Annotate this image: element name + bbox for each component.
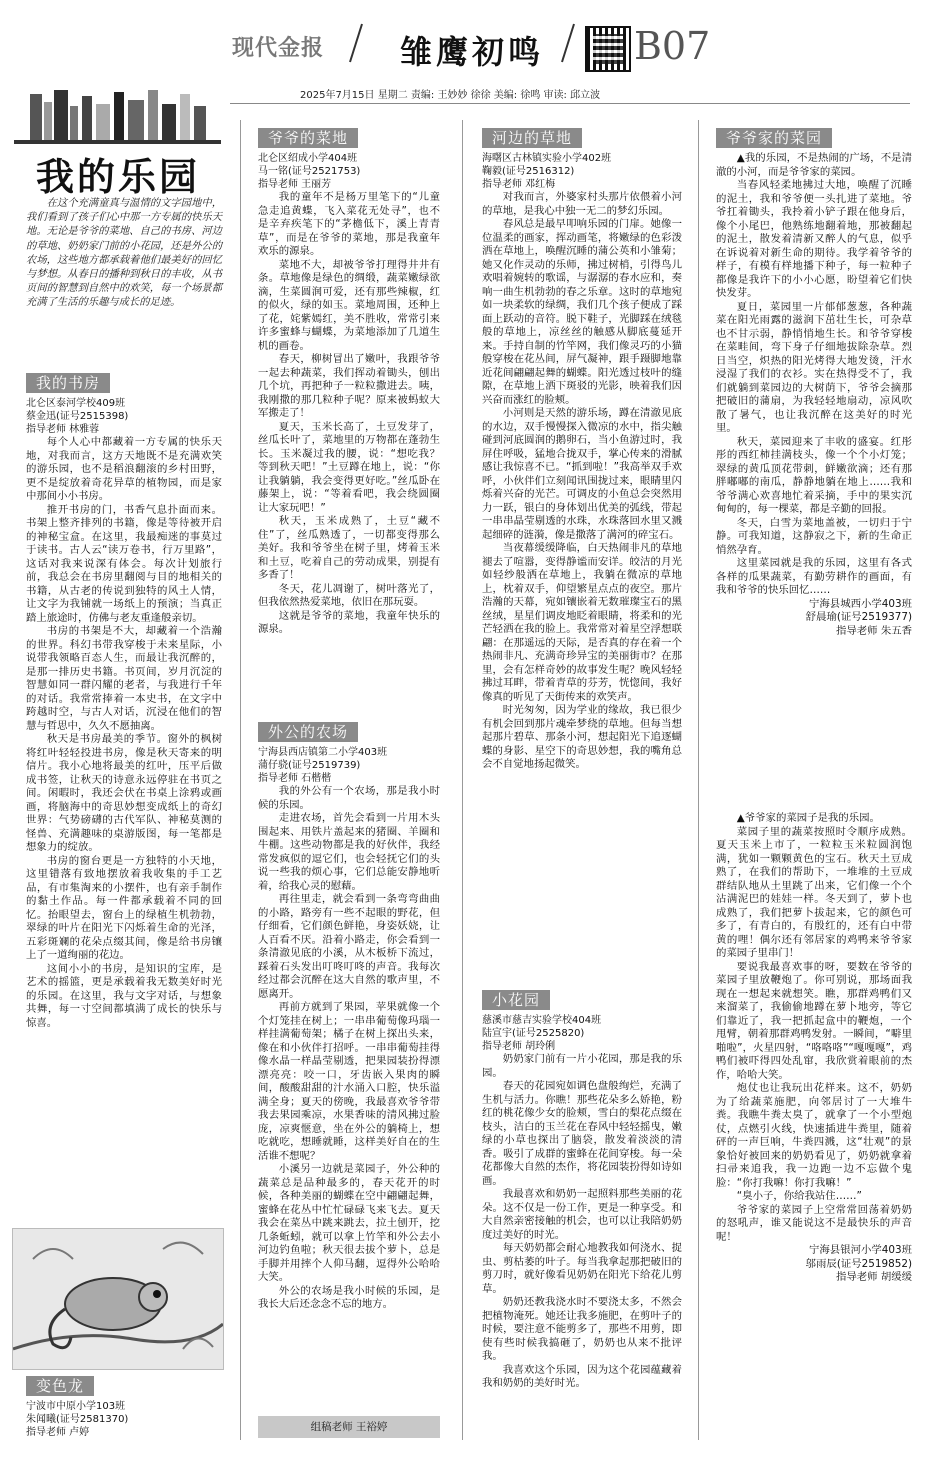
article-school: 宁海县银河小学403班 bbox=[809, 1244, 912, 1256]
article-teacher: 指导老师 石楷楷 bbox=[258, 773, 332, 784]
paragraph: 要说我最喜欢事的呀，要数在爷爷的菜园子里放鞭炮了。你可别说，那场面我现在一想起来就想笑。瞧，那群鸡鸭们又来溜菜了，我偷偷地蹲在萝卜地旁，等它们靠近了，我一把抓起盒中的鞭炮，一个甩臂，朝着那群鸡鸭发射。一瞬间，“噼里啪啦”，火星四射，“咯咯咯”“嘎嘎嘎”，鸡鸭们被吓得四处乱窜，我欣赏着眼前的杰作，哈哈大笑。 bbox=[716, 960, 912, 1081]
paragraph: 这里菜园就是我的乐园，这里有各式各样的瓜果蔬菜，有勤劳耕作的画面，有我和爷爷的快乐回忆…… bbox=[716, 557, 912, 596]
paragraph: 当春风轻柔地拂过大地，唤醒了沉睡的泥土，我和爷爷便一头扎进了菜地。爷爷扛着锄头，我拎着小铲子跟在他身后，像个小尾巴，他熟练地翻着地，那被翻起的泥土，散发着清新又醉人的气息，似乎在诉说着对新生命的期待。我学着爷爷的样子，有模有样地播下种子，每一粒种子都像是我许下的小小心愿，盼望着它们快快发芽。 bbox=[716, 179, 912, 299]
paragraph: 每天奶奶都会耐心地教我如何浇水、捉虫、剪枯萎的叶子。每当我拿起那把破旧的剪刀时，就好像看见奶奶在阳光下给花儿剪草。 bbox=[482, 1242, 682, 1295]
paragraph: 菜地不大，却被爷爷打理得井井有条。草地像是绿色的绸缎，蔬菜嫩绿欲滴，生菜圆润可爱，还有那些辣椒，红的似火，绿的如玉。菜地周围，还种上了花，姹紫嫣红，美不胜收，常常引来许多蜜蜂与蝴蝶，为菜地添加了几道生机的画卷。 bbox=[258, 258, 440, 352]
column-rule bbox=[240, 120, 241, 1440]
paragraph: 夏日，菜园里一片郁郁葱葱，各种蔬菜在阳光雨露的滋润下茁壮生长，可杂草也不甘示弱，静悄悄地生长。和爷爷穿梭在菜畦间，弯下身子仔细地拔除杂草。烈日当空，炽热的阳光烤得大地发烫，汗水浸湿了我们的衣衫。实在热得受不了，我们就躺到菜园边的大树荫下，爷爷会摘那把破旧的蒲扇，为我轻轻地扇动，凉风吹散了暑气，也让我沉醉在这美好的时光里。 bbox=[716, 300, 912, 434]
article-author: 陆宣宇(证号2525820) bbox=[482, 1028, 585, 1039]
editor-credit: 组稿老师 王裕婷 bbox=[258, 1416, 440, 1438]
divider-slash-icon bbox=[348, 22, 364, 64]
column-rule bbox=[462, 120, 463, 1440]
article-grandpa-farm bbox=[258, 722, 440, 1312]
paragraph: 秋天是书房最美的季节。窗外的枫树将红叶轻轻投进书房，像是秋天寄来的明信片。我小心地将最美的红叶，压平后做成书签，让秋天的诗意永远停驻在书页之间。闲暇时，我还会伏在书桌上涂鸦或画画，将脑海中的奇思妙想变成纸上的奇幻世界：气势磅礴的古代军队、神秘莫测的怪兽、充满趣味的桌游版图，每一笔都是想象力的绽放。 bbox=[26, 733, 222, 853]
article-my-study bbox=[26, 373, 222, 1030]
paragraph: 每个人心中都藏着一方专属的快乐天地，对我而言，这方天地既不是充满欢笑的游乐园，也不是稻浪翻滚的乡村田野，更不是绽放着奇花异草的植物园，而是家中那间小小书房。 bbox=[26, 436, 222, 502]
article-school: 海曙区古林镇实验小学402班 bbox=[482, 153, 612, 164]
divider-slash-icon bbox=[560, 22, 576, 64]
article-teacher: 指导老师 胡玲俐 bbox=[482, 1041, 556, 1052]
feature-title: 我的乐园 bbox=[36, 154, 201, 199]
paragraph: 外公的农场是我小时候的乐园，是我长大后还念念不忘的地方。 bbox=[258, 1284, 440, 1310]
paragraph: 冬天，白雪为菜地盖被，一切归于宁静。可我知道，这静寂之下，新的生命正悄然孕育。 bbox=[716, 516, 912, 556]
paper-name: 现代金报 bbox=[232, 36, 325, 61]
article-teacher: 指导老师 王丽芳 bbox=[258, 179, 332, 190]
paragraph: 奶奶还教我浇水时不要浇太多，不然会把植物淹死。她还让我多施肥，在剪叶子的时候，要注意不能剪多了，那些不用剪，即使有些时候我搞砸了，奶奶也从来不批评我。 bbox=[482, 1296, 682, 1362]
article-title: 爷爷家的菜园 bbox=[716, 128, 832, 148]
article-chameleon bbox=[26, 1376, 222, 1439]
date-line: 2025年7月15日 星期二 责编: 王妙妙 徐徐 美编: 徐鸣 审读: 邱立波 bbox=[300, 90, 601, 101]
paragraph: 书房的书架是不大，却藏着一个浩瀚的世界。科幻书带我穿梭于未来星际，小说带我领略百态人生，而最让我沉醉的，是那一排历史书籍。书页间，岁月沉淀的智慧如同一群闪耀的老者，与我进行千年的对话。我常常捧着一本史书，在文字中跨越时空，与古人对话，沉浸在他们的智慧与哲思中，久久不愿抽离。 bbox=[26, 625, 222, 732]
paragraph: 书房的窗台更是一方独特的小天地，这里错落有致地摆放着我收集的手工艺品，有市集淘来的小摆件，也有亲手制作的黏土作品。每一件都承载着不同的回忆。抬眼望去，窗台上的绿植生机勃勃，翠绿的叶片在阳光下闪烁着生命的光泽，五彩斑斓的花朵点缀其间，像是给书房镶上了一道绚丽的花边。 bbox=[26, 854, 222, 961]
article-author: 舒晨瑜(证号2519377) bbox=[805, 611, 912, 623]
article-grandpa-garden-2 bbox=[716, 812, 912, 1285]
paragraph: 菜园子里的蔬菜按照时令顺序成熟。夏天玉米上市了，一粒粒玉米粒圆润饱满，犹如一颗颗黄色的宝石。秋天土豆成熟了，在我们的帮助下，一堆堆的土豆成群结队地从土里跳了出来，它们像一个个沾满泥巴的娃娃一样。冬天到了，萝卜也成熟了，我们把萝卜拔起来，它的颜色可多了，有青白的，有殷红的，还有白中带黄的哩！偶尔还有邻居家的鸡鸭来爷爷家的菜园子里串门！ bbox=[716, 825, 912, 959]
article-title: 变色龙 bbox=[26, 1376, 94, 1396]
page-number: B07 bbox=[634, 24, 711, 68]
article-teacher: 指导老师 林雅蓉 bbox=[26, 424, 100, 435]
paragraph: ▲我的乐园，不是热闹的广场，不是清澈的小河，而是爷爷家的菜园。 bbox=[716, 152, 912, 178]
feature-intro: 在这个充满童真与温情的文字园地中，我们看到了孩子们心中那一方专属的快乐天地。无论是爷爷的菜地、自己的书房、河边的草地、奶奶家门前的小花园，还是外公的农场，这些地方都承载着他们最美好的回忆与梦想。从春日的播种到秋日的丰收，从书页间的智慧到自然中的欢笑，每一个场景都充满了生活的乐趣与成长的足迹。 bbox=[26, 197, 222, 309]
article-teacher: 指导老师 朱五香 bbox=[835, 624, 912, 637]
header-rule bbox=[230, 103, 910, 104]
paragraph: 走进农场，首先会看到一片用木头围起来、用铁片盖起来的猪圈、羊圈和牛棚。这些动物都是我的好伙伴，我经常发疯似的逗它们，也会轻抚它们的头说一些我的烦心事，它们总能安静地听着，给我心灵的慰藉。 bbox=[258, 812, 440, 892]
paragraph: 对我而言，外婆家村头那片依偎着小河的草地，是我心中独一无二的梦幻乐园。 bbox=[482, 191, 682, 217]
paragraph: 这就是爷爷的菜地，我童年快乐的源泉。 bbox=[258, 609, 440, 635]
article-school: 北仑区绍成小学404班 bbox=[258, 153, 358, 164]
paragraph: 夏天，玉米长高了，土豆发芽了，丝瓜长叶了，菜地里的万物都在蓬勃生长。玉米凝过我的腰，说：“想吃我？等到秋天吧！”土豆蹲在地上，说：“你让我躺躺，我会变得更好吃。”丝瓜卧在藤架上，说：“等着看吧，我会绕圆圈让大家玩吧！” bbox=[258, 420, 440, 514]
paragraph: 当夜幕缓缓降临，白天热闹非凡的草地褪去了喧嚣，变得静谧而安详。皎洁的月光如轻纱般洒在草地上，我躺在微凉的草地上，枕着双手，仰望繁星点点的夜空。那片浩瀚的天幕，宛如镶嵌着无数璀璨宝石的黑丝绒，星星们调皮地眨着眼睛，将柔和的光芒轻洒在我的脸上。我常常对着星空浮想联翩：在那遥远的天际，是否真的存在着一个热闹非凡、充满奇珍异宝的美丽街市？在那里，会有怎样奇妙的故事发生呢？晚风轻轻拂过耳畔，带着青草的芬芳，恍惚间，我好像真的听见了天街传来的欢笑声。 bbox=[482, 542, 682, 703]
paragraph: 炮仗也让我玩出花样来。这不，奶奶为了给蔬菜施肥，向邻居讨了一大堆牛粪。我瞧牛粪太臭了，就拿了一个小型炮仗，点燃引火线，快速插进牛粪里，随着砰的一声巨响，牛粪四溅，这“壮观”的景象恰好被回来的奶奶看见了，奶奶就拿着扫帚来追我，我一边跑一边不忘做个鬼脸：“你打我嘛！你打我嘛！” bbox=[716, 1082, 912, 1189]
article-title: 爷爷的菜地 bbox=[258, 128, 358, 148]
paragraph: 时光匆匆，因为学业的缘故，我已很少有机会回到那片魂牵梦绕的草地。但每当想起那片碧草、那条小河，想起阳光下追逐蝴蝶的身影、星空下的奇思妙想，我的嘴角总会不自觉地扬起微笑。 bbox=[482, 704, 682, 770]
article-author: 蔡金迅(证号2515398) bbox=[26, 411, 129, 422]
paragraph: 我最喜欢和奶奶一起照料那些美丽的花朵。这不仅是一份工作，更是一种享受。和大自然亲密接触的机会，也可以让我陪奶奶度过美好的时光。 bbox=[482, 1188, 682, 1241]
paragraph: 秋天，菜园迎来了丰收的盛宴。红彤彤的西红柿挂满枝头，像一个个小灯笼；翠绿的黄瓜顶花带刺，鲜嫩欲滴；还有那胖嘟嘟的南瓜，静静地躺在地上……我和爷爷满心欢喜地忙着采摘，手中的果实沉甸甸的，每一棵菜，都是辛勤的回报。 bbox=[716, 435, 912, 515]
article-author: 马一铭(证号2521753) bbox=[258, 166, 361, 177]
paragraph: 春天，柳树冒出了嫩叶，我跟爷爷一起去种蔬菜，我们挥动着锄头，刨出几个坑，再把种子一粒粒撒进去。咦，我刚撒的那几粒种子呢？原来被蚂蚁大军搬走了！ bbox=[258, 353, 440, 419]
article-school: 宁海县城西小学403班 bbox=[809, 597, 912, 610]
paragraph: 这间小小的书房，是知识的宝库，是艺术的摇篮，更是承载着我无数美好时光的乐园。在这里，我与文字对话，与想象共舞，每一寸空间都填满了成长的快乐与惊喜。 bbox=[26, 962, 222, 1029]
paragraph: 再往里走，就会看到一条弯弯曲曲的小路，路旁有一些不起眼的野花，但仔细看，它们颜色鲜艳，身姿妖娆，让人百看不厌。沿着小路走，你会看到一条清澈见底的小溪，从木板桥下流过，踩着石头发出叮咚叮咚的声音。我每次经过都会沉醉在这大自然的歌声里，不愿离开。 bbox=[258, 893, 440, 1000]
paragraph: 我的童年不是杨万里笔下的“儿童急走追黄蝶，飞入菜花无处寻”，也不是辛弃疾笔下的“茅檐低下，溪上青青草”，而是在爷爷的菜地，那是我童年欢乐的源泉。 bbox=[258, 191, 440, 257]
paragraph: 我喜欢这个乐园，因为这个花园蕴藏着我和奶奶的美好时光。 bbox=[482, 1363, 682, 1389]
column-rule bbox=[698, 120, 699, 1440]
article-author: 邬雨辰(证号2519852) bbox=[805, 1257, 912, 1270]
article-school: 宁波市中原小学103班 bbox=[26, 1401, 126, 1412]
article-title: 我的书房 bbox=[26, 373, 110, 393]
article-author: 朱闻曦(证号2581370) bbox=[26, 1414, 129, 1425]
article-school: 宁海县西店镇第二小学403班 bbox=[258, 747, 388, 758]
article-author: 蒲仔骁(证号2519739) bbox=[258, 760, 361, 771]
article-title: 外公的农场 bbox=[258, 722, 358, 742]
article-grandpa-garden-1 bbox=[716, 128, 912, 638]
paragraph: 春风总是最早叩响乐园的门扉。她像一位温柔的画家，挥动画笔，将嫩绿的色彩泼洒在草地上，唤醒沉睡的蒲公英和小雏菊；她又化作灵动的乐师，拂过树梢，引得鸟儿欢唱着婉转的歌谣，与潺潺的春水应和，奏响一曲生机勃勃的春之乐章。这时的草地宛如一块柔软的绿绸，我们几个孩子便成了踩面上跃动的音符。脱下鞋子，光脚踩在绒毯般的草地上，凉丝丝的触感从脚底蔓延开来。手持自制的竹竿网，我们像灵巧的小猫般穿梭在花丛间，屏气凝神，跟手蹑脚地靠近花间翩翩起舞的蝴蝶。阳光透过枝叶的缝隙，在草地上洒下斑驳的光影，映着我们因兴奋而涨红的脸颊。 bbox=[482, 218, 682, 406]
article-riverside-meadow bbox=[482, 128, 682, 772]
paragraph: 推开书房的门，书香气息扑面而来。书架上整齐排列的书籍，像是等待被开启的神秘宝盒。在这里，我最痴迷的事莫过于读书。古人云“读万卷书，行万里路”，这话对我来说深有体会。每次计划旅行前，我总会在书房里翻阅与目的地相关的书籍，从古老的传说到独特的风土人情，让文字为我铺就一场纸上的预演；当真正踏上旅途时，仿佛与老友重逢般亲切。 bbox=[26, 503, 222, 624]
article-school: 慈溪市慈吉实验学校404班 bbox=[482, 1015, 602, 1026]
article-little-garden bbox=[482, 990, 682, 1391]
paragraph: 春天的花园宛如调色盘般绚烂，充满了生机与活力。你瞧！那些花朵多么娇艳，粉红的桃花像少女的脸颊，雪白的梨花点缀在枝头，洁白的玉兰花在春风中轻轻摇曳，嫩绿的小草也探出了脑袋，散发着淡淡的清香。吸引了成群的蜜蜂在花间穿梭。每一朵花都像大自然的杰作，将花园装扮得如诗如画。 bbox=[482, 1080, 682, 1187]
article-teacher: 指导老师 卢婷 bbox=[26, 1427, 90, 1438]
paragraph: 我的外公有一个农场，那是我小时候的乐园。 bbox=[258, 785, 440, 811]
paragraph: 冬天，花儿凋谢了，树叶落光了，但我依然热爱菜地，依旧在那玩耍。 bbox=[258, 582, 440, 608]
article-school: 北仑区泰河学校409班 bbox=[26, 398, 126, 409]
paragraph: 小溪另一边就是菜园子，外公种的蔬菜总是品种最多的，春天花开的时候，各种美丽的蝴蝶在空中翩翩起舞，蜜蜂在花丛中忙忙碌碌飞来飞去。夏天我会在菜丛中跳来跳去，拉土刨开，挖几条蚯蚓，就可以拿上竹竿和外公去小河边钓鱼啦；秋天很去拔个萝卜，总是手脚并用摔个人仰马翻，逗得外公哈哈大笑。 bbox=[258, 1163, 440, 1283]
article-title: 小花园 bbox=[482, 990, 550, 1010]
paragraph: 奶奶家门前有一片小花园，那是我的乐园。 bbox=[482, 1053, 682, 1079]
paragraph: 爷爷家的菜园子上空常常回荡着奶奶的怒吼声，谁又能说这不是最快乐的声音呢！ bbox=[716, 1203, 912, 1243]
paragraph: 再前方就到了果园，苹果就像一个个灯笼挂在树上；一串串葡萄像玛瑙一样挂满葡萄架；橘子在树上探出头来，像在和小伙伴打招呼。一串串葡萄挂得像水晶一样晶莹剔透，把果园装扮得漂漂亮亮：咬一口，牙齿嵌入果肉的瞬间，酸酸甜甜的汁水涌入口腔，快乐溢满全身；夏天的傍晚，我最喜欢爷爷带我去果园乘凉，水果香味的清风拂过脸庞，凉爽惬意，坐在外公的躺椅上，想吃就吃，想睡就睡，这样美好自在的生活谁不想呢？ bbox=[258, 1001, 440, 1162]
article-author: 鞠毅(证号2516312) bbox=[482, 166, 575, 177]
paragraph: “臭小子，你给我站住……” bbox=[736, 1190, 862, 1202]
paragraph: 小河则是天然的游乐场，蹲在清澈见底的水边，双手慢慢探入微凉的水中，指尖触碰到河底圆润的鹅卵石，当小鱼游过时，我屏住呼吸，猛地合拢双手，掌心传来的滑腻感让我惊喜不已。“抓到啦！”我高举双手欢呼，小伙伴们立刻闻讯围拢过来，眼睛里闪烁着兴奋的光芒。可调皮的小鱼总会突然用力一跃，银白的身体划出优美的弧线，带起一串串晶莹剔透的水珠，水珠落回水里又溅起细碎的涟漪，像是撒落了满河的碎宝石。 bbox=[482, 407, 682, 541]
article-grandpa-vegetable-field bbox=[258, 128, 440, 637]
article-teacher: 指导老师 胡缓缓 bbox=[835, 1271, 912, 1283]
section-name: 雏鹰初鸣 bbox=[400, 33, 545, 71]
article-teacher: 指导老师 邓红梅 bbox=[482, 179, 556, 190]
article-title: 河边的草地 bbox=[482, 128, 582, 148]
paragraph: ▲爷爷家的菜园子是我的乐园。 bbox=[736, 812, 880, 824]
paragraph: 秋天，玉米成熟了，土豆“藏不住”了，丝瓜熟透了，一切都变得那么美好。我和爷爷坐在树子里，烤着玉米和土豆，吃着自己的劳动成果，别提有多香了！ bbox=[258, 515, 440, 581]
bookshelf-decoration-icon bbox=[10, 84, 225, 146]
chameleon-illustration bbox=[12, 1228, 224, 1370]
qr-code-icon bbox=[585, 26, 631, 72]
